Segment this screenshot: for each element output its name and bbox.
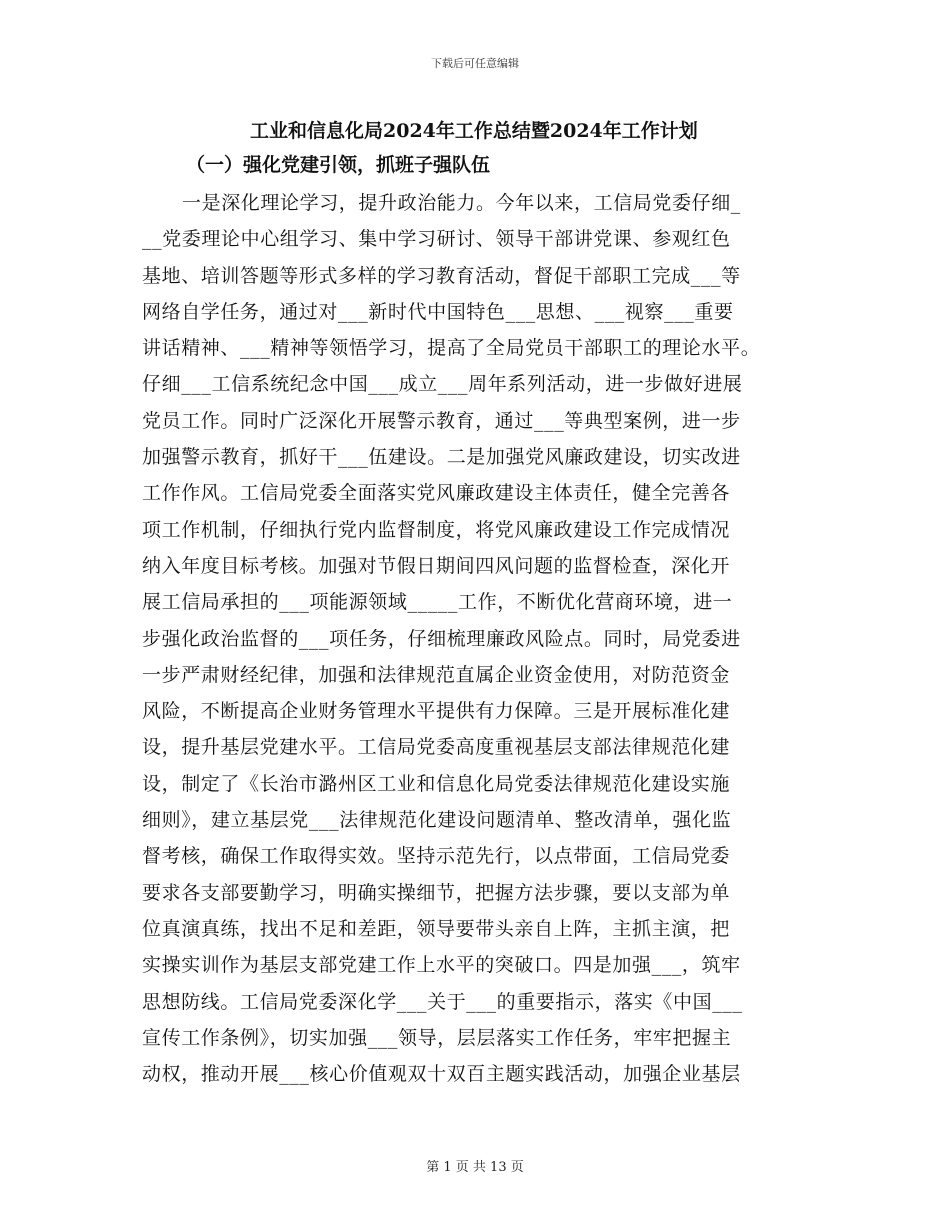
body-line: 要求各支部要勤学习，明确实操细节，把握方法步骤，要以支部为单 [142,881,731,904]
body-line: 思想防线。工信局党委深化学___关于___的重要指示，落实《中国___ [142,990,743,1013]
body-line: 位真演真练，找出不足和差距，领导要带头亲自上阵，主抓主演，把 [142,917,731,940]
document-title: 工业和信息化局2024年工作总结暨2024年工作计划 [250,120,698,142]
body-line: 一步严肃财经纪律，加强和法律规范直属企业资金使用，对防范资金 [142,663,731,686]
section-heading: （一）强化党建引领，抓班子强队伍 [186,154,491,176]
body-line: 讲话精神、___精神等领悟学习，提高了全局党员干部职工的理论水平。 [142,337,761,360]
body-line: 展工信局承担的___项能源领域_____工作，不断优化营商环境，进一 [142,591,733,614]
body-line: 网络自学任务，通过对___新时代中国特色___思想、___视察___重要 [142,300,734,323]
body-line: 加强警示教育，抓好干___伍建设。二是加强党风廉政建设，切实改进 [142,446,741,469]
page-footer: 第 1 页 共 13 页 [426,1160,524,1175]
body-line: __党委理论中心组学习、集中学习研讨、领导干部讲党课、参观红色 [142,228,731,251]
body-line: 项工作机制，仔细执行党内监督制度，将党风廉政建设工作完成情况 [142,518,731,541]
body-line: 实操实训作为基层支部党建工作上水平的突破口。四是加强___，筑牢 [142,954,741,977]
header-note: 下载后可任意编辑 [431,57,519,70]
body-line: 步强化政治监督的___项任务，仔细梳理廉政风险点。同时，局党委进 [142,627,741,650]
body-line: 宣传工作条例》，切实加强___领导，层层落实工作任务，牢牢把握主 [142,1026,732,1049]
body-line: 细则》，建立基层党___法律规范化建设问题清单、整改清单，强化监 [142,809,732,832]
body-line: 设，制定了《长治市潞州区工业和信息化局党委法律规范化建设实施 [142,772,731,795]
body-text [142,185,832,1092]
body-line: 仔细___工信系统纪念中国___成立___周年系列活动，进一步做好进展 [142,373,743,396]
body-line: 党员工作。同时广泛深化开展警示教育，通过___等典型案例，进一步 [142,409,741,432]
body-line: 基地、培训答题等形式多样的学习教育活动，督促干部职工完成___等 [142,264,741,287]
body-line: 风险，不断提高企业财务管理水平提供有力保障。三是开展标准化建 [142,700,731,723]
body-line: 设，提升基层党建水平。工信局党委高度重视基层支部法律规范化建 [142,736,731,759]
body-line: 一是深化理论学习，提升政治能力。今年以来，工信局党委仔细_ [182,192,741,214]
body-line: 工作作风。工信局党委全面落实党风廉政建设主体责任，健全完善各 [142,482,731,505]
body-line: 纳入年度目标考核。加强对节假日期间四风问题的监督检查，深化开 [142,554,731,577]
body-line: 督考核，确保工作取得实效。坚持示范先行，以点带面，工信局党委 [142,845,731,868]
body-line: 动权，推动开展___核心价值观双十双百主题实践活动，加强企业基层 [142,1063,741,1086]
